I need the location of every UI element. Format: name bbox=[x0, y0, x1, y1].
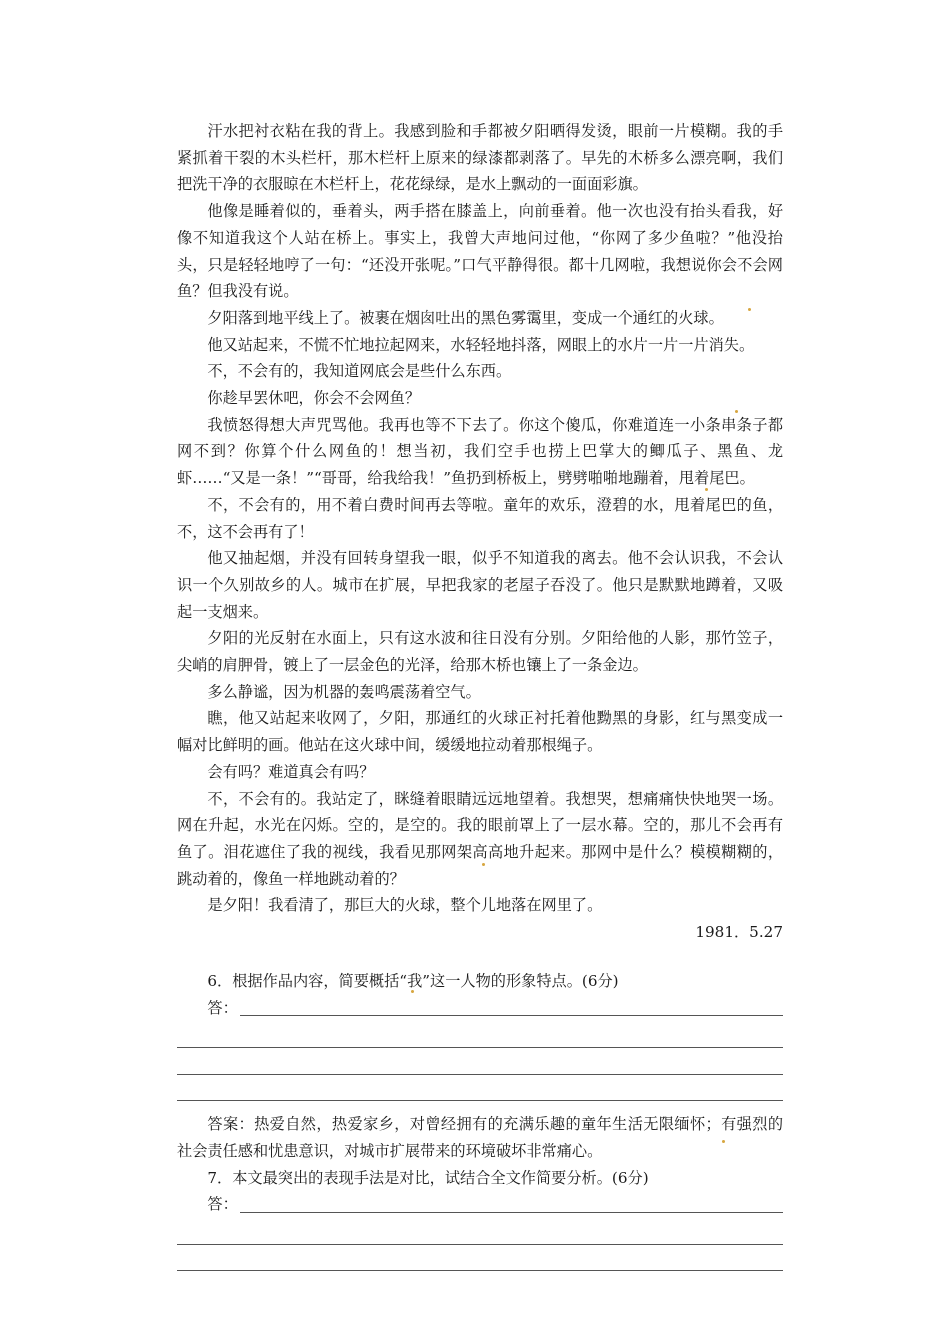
paragraph: 他又站起来，不慌不忙地拉起网来，水轻轻地抖落，网眼上的水片一片一片消失。 bbox=[207, 335, 755, 354]
answer-blank-line[interactable] bbox=[177, 1245, 783, 1272]
speck-mark bbox=[705, 488, 708, 491]
question-7 bbox=[177, 1165, 783, 1272]
answer-label: 答： bbox=[207, 1195, 238, 1214]
paragraph: 会有吗？难道真会有吗？ bbox=[207, 762, 375, 781]
speck-mark bbox=[735, 410, 738, 413]
paragraph: 不，不会有的，我知道网底会是些什么东西。 bbox=[207, 362, 512, 381]
question-text: 6．根据作品内容，简要概括“我”这一人物的形象特点。(6分) bbox=[207, 971, 619, 990]
answer-blank-line[interactable] bbox=[177, 1048, 783, 1075]
question-6 bbox=[177, 968, 783, 1165]
paragraph: 你趁早罢休吧，你会不会网鱼？ bbox=[207, 389, 421, 408]
paragraph: 他像是睡着似的，垂着头，两手搭在膝盖上，向前垂着。他一次也没有抬头看我，好像不知道我这个人站在桥上。事实上，我曾大声地问过他，“你网了多少鱼啦？”他没抬头，只是轻轻地哼了一句：“还没开张呢。”口气平静得很。都十几网啦，我想说你会不会网鱼？但我没有说。 bbox=[177, 202, 783, 301]
answer-label: 答： bbox=[207, 998, 238, 1017]
speck-mark bbox=[722, 1140, 725, 1143]
paragraph: 夕阳落到地平线上了。被裹在烟囱吐出的黑色雾霭里，变成一个通红的火球。 bbox=[207, 308, 724, 327]
answer-rule bbox=[240, 1194, 783, 1213]
answer-blank-line[interactable] bbox=[177, 1075, 783, 1102]
answer-line[interactable] bbox=[177, 1191, 783, 1218]
paragraph: 汗水把衬衣粘在我的背上。我感到脸和手都被夕阳晒得发烫，眼前一片模糊。我的手紧抓着干裂的木头栏杆，那木栏杆上原来的绿漆都剥落了。早先的木桥多么漂亮啊，我们把洗干净的衣服晾在木栏杆上，花花绿绿，是水上飘动的一面面彩旗。 bbox=[177, 122, 783, 194]
paragraph: 我愤怒得想大声咒骂他。我再也等不下去了。你这个傻瓜，你难道连一小条串条子都网不到？你算个什么网鱼的！想当初，我们空手也捞上巴掌大的鲫瓜子、黑鱼、龙虾……“又是一条！”“哥哥，给我给我！”鱼扔到桥板上，劈劈啪啪地蹦着，甩着尾巴。 bbox=[177, 415, 783, 488]
document-page bbox=[177, 118, 783, 1271]
answer-blank-line[interactable] bbox=[177, 1218, 783, 1245]
answer-line[interactable] bbox=[177, 995, 783, 1022]
paragraph: 夕阳的光反射在水面上，只有这水波和往日没有分别。夕阳给他的人影，那竹笠子，尖峭的肩胛骨，镀上了一层金色的光泽，给那木桥也镶上了一条金边。 bbox=[177, 629, 783, 675]
paragraph: 不，不会有的，用不着白费时间再去等啦。童年的欢乐，澄碧的水，甩着尾巴的鱼，不，这不会再有了！ bbox=[177, 495, 783, 541]
paragraph: 多么静谧，因为机器的轰鸣震荡着空气。 bbox=[207, 682, 481, 701]
date-line: 1981．5.27 bbox=[695, 923, 783, 942]
paragraph: 他又抽起烟，并没有回转身望我一眼，似乎不知道我的离去。他不会认识我，不会认识一个久别故乡的人。城市在扩展，早把我家的老屋子吞没了。他只是默默地蹲着，又吸起一支烟来。 bbox=[177, 549, 783, 621]
passage bbox=[177, 118, 783, 946]
answer-blank-line[interactable] bbox=[177, 1021, 783, 1048]
paragraph: 瞧，他又站起来收网了，夕阳，那通红的火球正衬托着他黝黑的身影，红与黑变成一幅对比鲜明的画。他站在这火球中间，缓缓地拉动着那根绳子。 bbox=[177, 709, 783, 755]
answer-key: 答案：热爱自然，热爱家乡，对曾经拥有的充满乐趣的童年生活无限缅怀；有强烈的社会责任感和忧患意识，对城市扩展带来的环境破坏非常痛心。 bbox=[177, 1115, 783, 1160]
speck-mark bbox=[411, 990, 414, 993]
paragraph: 是夕阳！我看清了，那巨大的火球，整个儿地落在网里了。 bbox=[207, 896, 603, 915]
paragraph: 不，不会有的。我站定了，眯缝着眼睛远远地望着。我想哭，想痛痛快快地哭一场。网在升起，水光在闪烁。空的，是空的。我的眼前罩上了一层水幕。空的，那儿不会再有鱼了。泪花遮住了我的视线，我看见那网架高高地升起来。那网中是什么？模模糊糊的，跳动着的，像鱼一样地跳动着的？ bbox=[177, 789, 783, 888]
question-text: 7．本文最突出的表现手法是对比，试结合全文作简要分析。(6分) bbox=[207, 1168, 649, 1187]
speck-mark bbox=[748, 308, 751, 311]
speck-mark bbox=[482, 863, 485, 866]
answer-rule bbox=[240, 997, 783, 1016]
